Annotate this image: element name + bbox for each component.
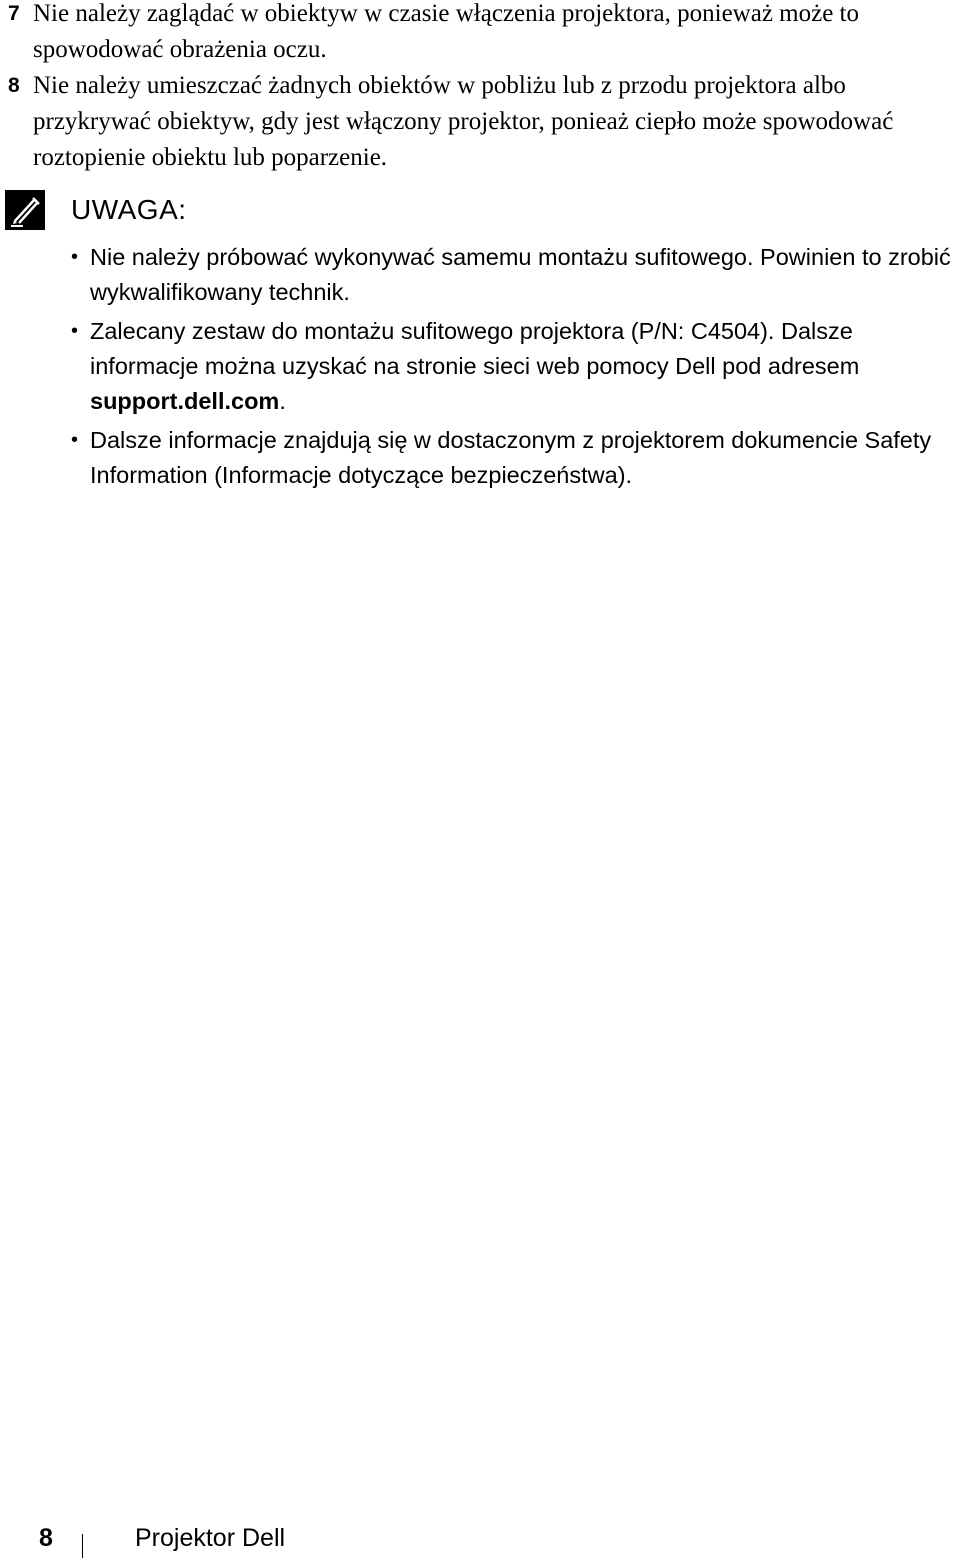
note-title: UWAGA:	[71, 194, 187, 225]
bullet-icon: •	[71, 246, 79, 268]
bullet-text: Zalecany zestaw do montażu sufitowego projektora (P/N: C4504). Dalsze informacje można uzyskać na stronie sieci web pomocy Dell pod adresem	[90, 318, 860, 379]
list-item-7	[0, 0, 955, 68]
bullet-text: Nie należy próbować wykonywać samemu montażu sufitowego. Powinien to zrobić wykwalifikowany technik.	[90, 244, 951, 305]
bullet-text: Dalsze informacje znajdują się w dostaczonym z projektorem dokumencie Safety Information (Informacje dotyczące bezpieczeństwa).	[90, 427, 932, 488]
item-text: Nie należy umieszczać żadnych obiektów w pobliżu lub z przodu projektora albo przykrywać obiektyw, gdy jest włączony projektor, ponieaż ciepło może spowodować roztopienie obiektu lub poparzenie.	[33, 72, 894, 171]
list-item	[70, 240, 958, 310]
note-pencil-icon	[5, 190, 45, 230]
bullet-icon: •	[71, 429, 79, 451]
item-number: 8	[8, 74, 20, 97]
footer-divider	[82, 1534, 83, 1558]
list-item	[70, 423, 958, 493]
list-item	[70, 314, 958, 419]
page-number: 8	[39, 1524, 53, 1552]
support-link[interactable]: support.dell.com	[90, 388, 280, 414]
footer-title: Projektor Dell	[135, 1524, 286, 1552]
note-bullet-list	[70, 240, 958, 497]
page-footer	[0, 1520, 960, 1560]
bullet-text-end: .	[279, 388, 286, 414]
bullet-icon: •	[71, 320, 79, 342]
list-item-8	[0, 68, 955, 176]
item-number: 7	[8, 2, 20, 25]
item-text: Nie należy zaglądać w obiektyw w czasie włączenia projektora, ponieważ może to spowodować obrażenia oczu.	[33, 0, 860, 63]
